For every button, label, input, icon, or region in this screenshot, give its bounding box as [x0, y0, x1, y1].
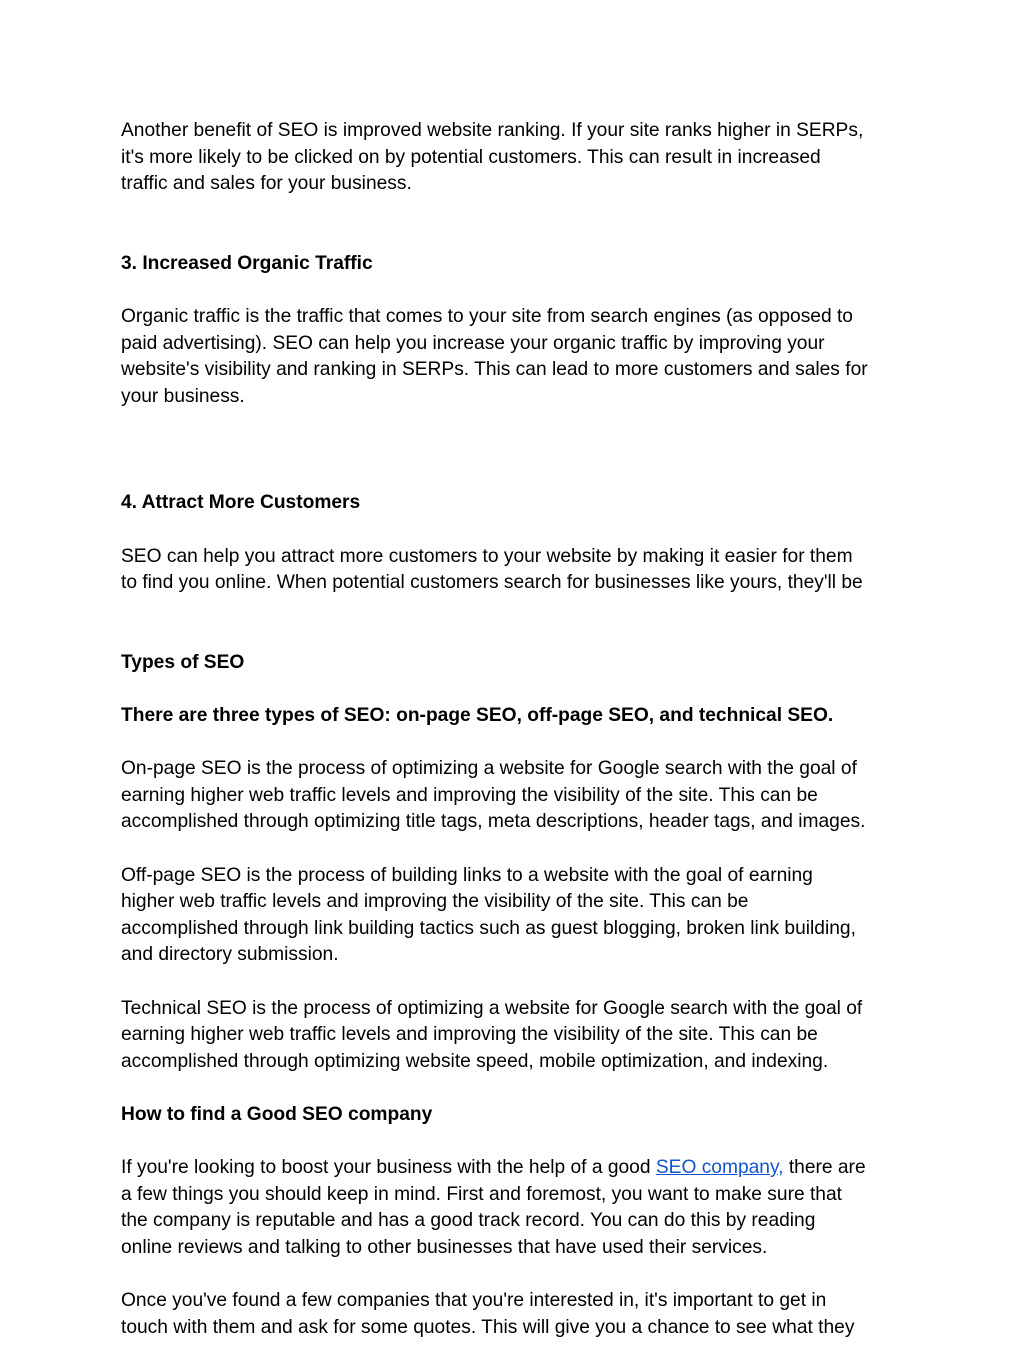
paragraph-technical-seo: Technical SEO is the process of optimizing a website for Google search with the goal of earning higher web traffic levels and improving the visibility of the site. This can be accomplished through optimizing website speed, mobile optimization, and indexing. [121, 997, 863, 1072]
heading-types-of-seo: Types of SEO [121, 651, 245, 673]
paragraph-find-seo-company [121, 1155, 921, 1261]
paragraph-offpage-seo: Off-page SEO is the process of building links to a website with the goal of earning higher web traffic levels and improving the visibility of the site. This can be accomplished through link building tactics such as guest blogging, broken link building, and directory submission. [121, 864, 856, 966]
heading-three-types: There are three types of SEO: on-page SEO, off-page SEO, and technical SEO. [121, 705, 834, 727]
heading-find-seo-company: How to find a Good SEO company [121, 1103, 433, 1125]
section-organic-traffic [121, 224, 921, 437]
paragraph-find-text-after: there are a few things you should keep in mind. First and foremost, you want to make sure that the company is reputable and has a good track record. You can do this by reading online reviews and talking to other businesses that have used their services. [121, 1157, 866, 1258]
paragraph-ranking: Another benefit of SEO is improved website ranking. If your site ranks higher in SERPs, it's more likely to be clicked on by potential customers. This can result in increased traffic and sales for your business. [121, 120, 864, 195]
paragraph-get-quotes: Once you've found a few companies that you're interested in, it's important to get in touch with them and ask for some quotes. This will give you a chance to see what they [121, 1290, 855, 1338]
seo-company-link[interactable]: SEO company, [655, 1157, 784, 1179]
heading-attract-customers: 4. Attract More Customers [121, 492, 361, 514]
document-page [121, 118, 921, 1368]
paragraph-onpage-seo: On-page SEO is the process of optimizing a website for Google search with the goal of earning higher web traffic levels and improving the visibility of the site. This can be accomplished through optimizing title tags, meta descriptions, header tags, and images. [121, 758, 866, 833]
section-attract-customers [121, 464, 921, 624]
paragraph-attract-customers: SEO can help you attract more customers to your website by making it easier for them to find you online. When potential customers search for businesses like yours, they'll be [121, 545, 863, 594]
heading-organic-traffic: 3. Increased Organic Traffic [121, 252, 373, 274]
paragraph-find-text-before: If you're looking to boost your business with the help of a good [121, 1157, 656, 1179]
paragraph-organic-traffic: Organic traffic is the traffic that comes to your site from search engines (as opposed to paid advertising). SEO can help you increase your organic traffic by improving your website's visibility and ranking in SERPs. This can lead to more customers and sales for your business. [121, 306, 868, 407]
